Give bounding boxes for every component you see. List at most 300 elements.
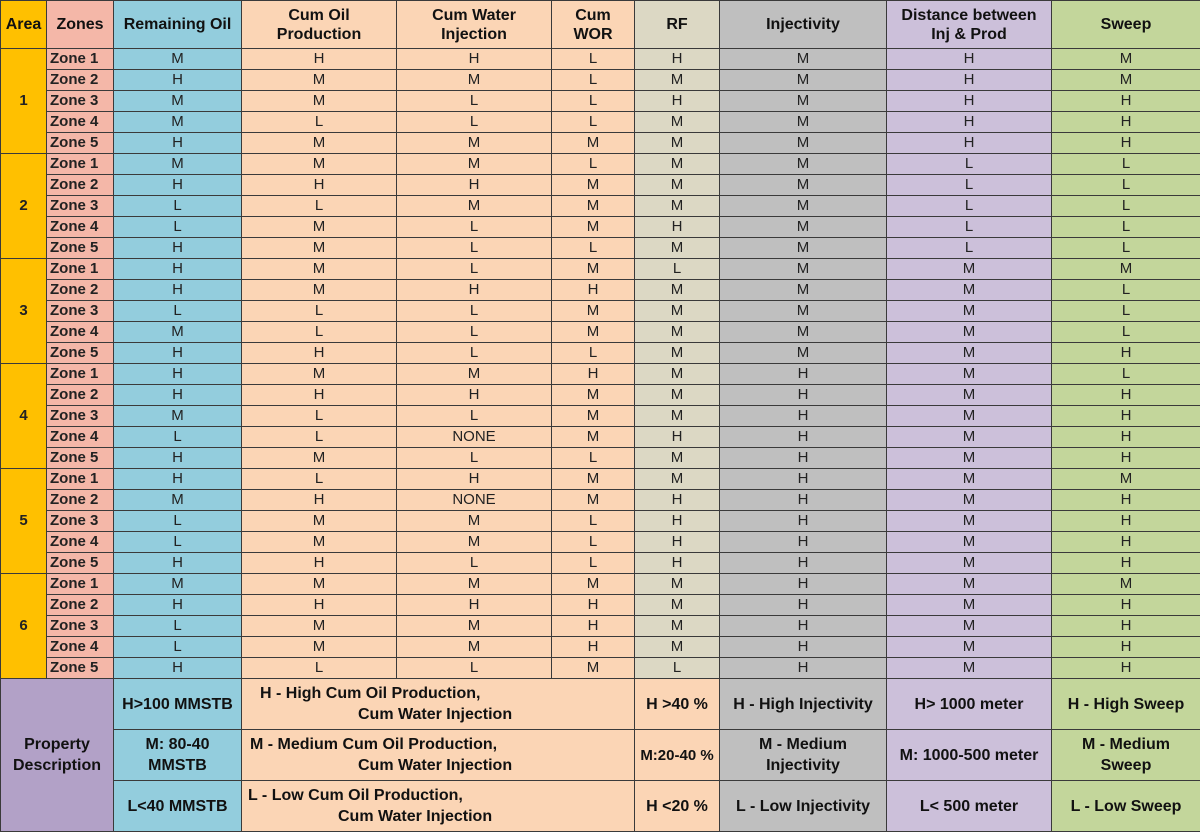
- cell-distance: L: [887, 196, 1052, 217]
- cell-cum-water: L: [397, 91, 552, 112]
- legend-oil-high: H>100 MMSTB: [114, 679, 242, 730]
- cell-rf: M: [635, 70, 720, 91]
- cell-cum-oil: M: [242, 70, 397, 91]
- table-row: [1, 238, 1200, 259]
- cell-rf: M: [635, 595, 720, 616]
- cell-remaining-oil: H: [114, 469, 242, 490]
- legend-dist-medium: M: 1000-500 meter: [887, 730, 1052, 781]
- legend-cum-medium: [242, 730, 635, 781]
- cell-sweep: H: [1052, 595, 1200, 616]
- cell-cum-water: L: [397, 238, 552, 259]
- data-body: [1, 49, 1200, 679]
- cell-cum-wor: M: [552, 574, 635, 595]
- cell-injectivity: H: [720, 658, 887, 679]
- cell-cum-water: L: [397, 553, 552, 574]
- cell-cum-wor: L: [552, 238, 635, 259]
- cell-injectivity: M: [720, 70, 887, 91]
- cell-injectivity: M: [720, 343, 887, 364]
- cell-cum-oil: M: [242, 280, 397, 301]
- cell-zone-label: Zone 5: [47, 448, 114, 469]
- cell-sweep: L: [1052, 196, 1200, 217]
- cell-sweep: H: [1052, 112, 1200, 133]
- cell-cum-water: L: [397, 259, 552, 280]
- area-label: 3: [1, 259, 47, 364]
- cell-remaining-oil: M: [114, 574, 242, 595]
- cell-cum-wor: M: [552, 427, 635, 448]
- cell-sweep: H: [1052, 553, 1200, 574]
- cell-zone-label: Zone 2: [47, 70, 114, 91]
- cell-distance: M: [887, 259, 1052, 280]
- cell-distance: M: [887, 448, 1052, 469]
- cell-injectivity: H: [720, 532, 887, 553]
- cell-cum-water: H: [397, 385, 552, 406]
- table-row: [1, 322, 1200, 343]
- cell-zone-label: Zone 5: [47, 553, 114, 574]
- cell-remaining-oil: M: [114, 49, 242, 70]
- cell-cum-wor: H: [552, 637, 635, 658]
- cell-cum-oil: M: [242, 364, 397, 385]
- cell-distance: M: [887, 490, 1052, 511]
- legend-oil-low: L<40 MMSTB: [114, 781, 242, 832]
- cell-cum-oil: M: [242, 616, 397, 637]
- cell-cum-oil: L: [242, 469, 397, 490]
- cell-remaining-oil: H: [114, 280, 242, 301]
- cell-remaining-oil: H: [114, 448, 242, 469]
- cell-zone-label: Zone 1: [47, 259, 114, 280]
- cell-rf: H: [635, 49, 720, 70]
- cell-cum-water: L: [397, 343, 552, 364]
- table-row: [1, 637, 1200, 658]
- cell-zone-label: Zone 1: [47, 574, 114, 595]
- cell-remaining-oil: H: [114, 133, 242, 154]
- header-injectivity: Injectivity: [720, 1, 887, 49]
- cell-distance: H: [887, 133, 1052, 154]
- cell-rf: M: [635, 637, 720, 658]
- cell-remaining-oil: H: [114, 385, 242, 406]
- legend-cum-high: [242, 679, 635, 730]
- cell-sweep: H: [1052, 637, 1200, 658]
- cell-remaining-oil: H: [114, 70, 242, 91]
- cell-remaining-oil: H: [114, 175, 242, 196]
- cell-distance: M: [887, 574, 1052, 595]
- cell-cum-wor: M: [552, 175, 635, 196]
- cell-cum-oil: M: [242, 217, 397, 238]
- cell-cum-water: M: [397, 133, 552, 154]
- cell-injectivity: H: [720, 574, 887, 595]
- table-row: [1, 490, 1200, 511]
- cell-sweep: L: [1052, 280, 1200, 301]
- table-row: [1, 133, 1200, 154]
- cell-distance: M: [887, 553, 1052, 574]
- cell-cum-water: M: [397, 637, 552, 658]
- legend-sweep-medium: [1052, 730, 1200, 781]
- cell-rf: H: [635, 490, 720, 511]
- cell-remaining-oil: H: [114, 238, 242, 259]
- cell-remaining-oil: L: [114, 217, 242, 238]
- cell-injectivity: H: [720, 490, 887, 511]
- cell-injectivity: H: [720, 364, 887, 385]
- cell-sweep: H: [1052, 385, 1200, 406]
- header-cum-wor-line2: WOR: [573, 25, 613, 43]
- cell-cum-water: H: [397, 280, 552, 301]
- cell-injectivity: M: [720, 196, 887, 217]
- table-row: [1, 196, 1200, 217]
- property-description-label: [1, 679, 114, 832]
- cell-rf: M: [635, 574, 720, 595]
- cell-zone-label: Zone 2: [47, 490, 114, 511]
- cell-zone-label: Zone 3: [47, 301, 114, 322]
- header-row: [1, 1, 1200, 49]
- cell-zone-label: Zone 3: [47, 91, 114, 112]
- cell-cum-oil: L: [242, 406, 397, 427]
- cell-cum-wor: M: [552, 133, 635, 154]
- cell-distance: M: [887, 301, 1052, 322]
- cell-cum-water: L: [397, 448, 552, 469]
- cell-injectivity: H: [720, 553, 887, 574]
- cell-remaining-oil: M: [114, 322, 242, 343]
- cell-sweep: H: [1052, 133, 1200, 154]
- legend-inj-high: H - High Injectivity: [720, 679, 887, 730]
- table-row: [1, 658, 1200, 679]
- table-row: [1, 511, 1200, 532]
- cell-cum-wor: L: [552, 91, 635, 112]
- cell-cum-water: L: [397, 112, 552, 133]
- header-cum-oil: [242, 1, 397, 49]
- cell-remaining-oil: M: [114, 406, 242, 427]
- cell-rf: M: [635, 616, 720, 637]
- cell-zone-label: Zone 2: [47, 175, 114, 196]
- cell-rf: L: [635, 259, 720, 280]
- cell-zone-label: Zone 2: [47, 595, 114, 616]
- cell-injectivity: H: [720, 427, 887, 448]
- cell-distance: H: [887, 112, 1052, 133]
- cell-distance: M: [887, 406, 1052, 427]
- cell-sweep: H: [1052, 532, 1200, 553]
- cell-cum-oil: M: [242, 511, 397, 532]
- cell-zone-label: Zone 3: [47, 406, 114, 427]
- cell-injectivity: M: [720, 112, 887, 133]
- cell-cum-wor: L: [552, 553, 635, 574]
- cell-rf: H: [635, 91, 720, 112]
- cell-injectivity: M: [720, 133, 887, 154]
- legend-sweep-high: H - High Sweep: [1052, 679, 1200, 730]
- legend-cum-high-line1: H - High Cum Oil Production,: [260, 685, 481, 702]
- area-label: 6: [1, 574, 47, 679]
- cell-distance: M: [887, 532, 1052, 553]
- property-description-line2: Description: [12, 757, 101, 774]
- cell-cum-wor: H: [552, 595, 635, 616]
- legend-cum-low-line2: Cum Water Injection: [338, 808, 493, 825]
- legend-inj-medium-line1: M - Medium: [759, 736, 847, 753]
- cell-cum-water: H: [397, 595, 552, 616]
- cell-sweep: L: [1052, 175, 1200, 196]
- cell-distance: M: [887, 427, 1052, 448]
- cell-cum-wor: L: [552, 511, 635, 532]
- table-row: [1, 364, 1200, 385]
- cell-injectivity: M: [720, 238, 887, 259]
- cell-zone-label: Zone 1: [47, 469, 114, 490]
- cell-remaining-oil: H: [114, 595, 242, 616]
- cell-cum-water: M: [397, 364, 552, 385]
- table-row: [1, 406, 1200, 427]
- cell-cum-oil: M: [242, 637, 397, 658]
- cell-cum-wor: H: [552, 280, 635, 301]
- cell-sweep: L: [1052, 364, 1200, 385]
- cell-cum-oil: L: [242, 427, 397, 448]
- cell-rf: M: [635, 364, 720, 385]
- cell-sweep: H: [1052, 91, 1200, 112]
- header-rf: RF: [635, 1, 720, 49]
- cell-sweep: H: [1052, 343, 1200, 364]
- table-row: [1, 616, 1200, 637]
- cell-injectivity: H: [720, 511, 887, 532]
- cell-remaining-oil: L: [114, 637, 242, 658]
- header-area: Area: [1, 1, 47, 49]
- cell-remaining-oil: H: [114, 259, 242, 280]
- cell-rf: M: [635, 238, 720, 259]
- cell-remaining-oil: M: [114, 154, 242, 175]
- header-cum-wor: [552, 1, 635, 49]
- cell-distance: M: [887, 511, 1052, 532]
- cell-injectivity: M: [720, 217, 887, 238]
- cell-injectivity: H: [720, 385, 887, 406]
- table-row: [1, 175, 1200, 196]
- cell-sweep: H: [1052, 511, 1200, 532]
- cell-sweep: L: [1052, 217, 1200, 238]
- header-cum-water-line1: Cum Water: [432, 6, 516, 24]
- cell-rf: H: [635, 511, 720, 532]
- cell-remaining-oil: L: [114, 301, 242, 322]
- cell-cum-wor: M: [552, 385, 635, 406]
- table-row: [1, 574, 1200, 595]
- cell-injectivity: M: [720, 154, 887, 175]
- cell-cum-wor: L: [552, 49, 635, 70]
- cell-distance: M: [887, 469, 1052, 490]
- cell-cum-oil: M: [242, 259, 397, 280]
- legend-inj-low: L - Low Injectivity: [720, 781, 887, 832]
- cell-rf: M: [635, 280, 720, 301]
- cell-cum-water: NONE: [397, 490, 552, 511]
- cell-remaining-oil: H: [114, 553, 242, 574]
- cell-injectivity: H: [720, 406, 887, 427]
- cell-rf: H: [635, 532, 720, 553]
- cell-cum-wor: H: [552, 364, 635, 385]
- cell-remaining-oil: L: [114, 196, 242, 217]
- cell-injectivity: M: [720, 91, 887, 112]
- area-label: 1: [1, 49, 47, 154]
- cell-rf: H: [635, 427, 720, 448]
- table-row: [1, 91, 1200, 112]
- cell-injectivity: H: [720, 448, 887, 469]
- legend-oil-medium-line1: M: 80-40: [145, 736, 210, 753]
- header-sweep: Sweep: [1052, 1, 1200, 49]
- cell-cum-wor: L: [552, 448, 635, 469]
- cell-cum-oil: H: [242, 175, 397, 196]
- cell-cum-oil: H: [242, 385, 397, 406]
- header-cum-wor-line1: Cum: [575, 6, 611, 24]
- legend-rf-low: H <20 %: [635, 781, 720, 832]
- cell-sweep: M: [1052, 49, 1200, 70]
- cell-remaining-oil: M: [114, 490, 242, 511]
- property-description-line1: Property: [24, 736, 90, 753]
- table-row: [1, 259, 1200, 280]
- cell-sweep: M: [1052, 259, 1200, 280]
- cell-sweep: L: [1052, 322, 1200, 343]
- cell-distance: M: [887, 595, 1052, 616]
- cell-cum-wor: M: [552, 196, 635, 217]
- cell-cum-water: M: [397, 574, 552, 595]
- cell-distance: L: [887, 217, 1052, 238]
- area-label: 2: [1, 154, 47, 259]
- cell-rf: M: [635, 133, 720, 154]
- legend-body: [1, 679, 1200, 832]
- legend-rf-medium: M:20-40 %: [635, 730, 720, 781]
- cell-cum-water: M: [397, 70, 552, 91]
- cell-cum-water: L: [397, 658, 552, 679]
- cell-cum-wor: M: [552, 490, 635, 511]
- header-remaining-oil: Remaining Oil: [114, 1, 242, 49]
- cell-remaining-oil: M: [114, 112, 242, 133]
- area-label: 4: [1, 364, 47, 469]
- cell-zone-label: Zone 3: [47, 196, 114, 217]
- cell-sweep: M: [1052, 574, 1200, 595]
- cell-distance: M: [887, 658, 1052, 679]
- cell-rf: L: [635, 658, 720, 679]
- table-row: [1, 112, 1200, 133]
- cell-injectivity: H: [720, 637, 887, 658]
- header-zones: Zones: [47, 1, 114, 49]
- table-row: [1, 427, 1200, 448]
- cell-cum-wor: M: [552, 406, 635, 427]
- table-row: [1, 280, 1200, 301]
- cell-rf: H: [635, 217, 720, 238]
- cell-cum-wor: M: [552, 469, 635, 490]
- cell-cum-oil: L: [242, 196, 397, 217]
- cell-cum-water: L: [397, 217, 552, 238]
- cell-zone-label: Zone 1: [47, 49, 114, 70]
- cell-cum-oil: M: [242, 91, 397, 112]
- cell-cum-wor: L: [552, 343, 635, 364]
- cell-distance: M: [887, 364, 1052, 385]
- cell-rf: M: [635, 322, 720, 343]
- legend-cum-low-line1: L - Low Cum Oil Production,: [248, 787, 463, 804]
- cell-sweep: M: [1052, 70, 1200, 91]
- cell-cum-oil: H: [242, 49, 397, 70]
- cell-distance: M: [887, 616, 1052, 637]
- cell-sweep: H: [1052, 406, 1200, 427]
- header-cum-water-line2: Injection: [441, 25, 507, 43]
- legend-dist-high: H> 1000 meter: [887, 679, 1052, 730]
- cell-cum-oil: M: [242, 133, 397, 154]
- legend-row-medium: [1, 730, 1200, 781]
- cell-sweep: H: [1052, 448, 1200, 469]
- cell-cum-oil: H: [242, 490, 397, 511]
- cell-cum-water: H: [397, 469, 552, 490]
- cell-remaining-oil: L: [114, 532, 242, 553]
- table-row: [1, 532, 1200, 553]
- cell-zone-label: Zone 5: [47, 238, 114, 259]
- cell-zone-label: Zone 2: [47, 280, 114, 301]
- cell-rf: M: [635, 343, 720, 364]
- table-row: [1, 154, 1200, 175]
- cell-distance: M: [887, 322, 1052, 343]
- table-row: [1, 448, 1200, 469]
- cell-zone-label: Zone 3: [47, 511, 114, 532]
- cell-zone-label: Zone 4: [47, 532, 114, 553]
- legend-sweep-medium-line1: M - Medium: [1082, 736, 1170, 753]
- cell-distance: H: [887, 70, 1052, 91]
- cell-injectivity: H: [720, 616, 887, 637]
- legend-cum-medium-line2: Cum Water Injection: [358, 757, 513, 774]
- cell-cum-wor: M: [552, 322, 635, 343]
- table-row: [1, 49, 1200, 70]
- table-row: [1, 217, 1200, 238]
- table-row: [1, 595, 1200, 616]
- cell-injectivity: M: [720, 301, 887, 322]
- cell-cum-water: M: [397, 532, 552, 553]
- cell-cum-water: NONE: [397, 427, 552, 448]
- cell-cum-oil: L: [242, 301, 397, 322]
- area-label: 5: [1, 469, 47, 574]
- cell-distance: L: [887, 154, 1052, 175]
- table-row: [1, 301, 1200, 322]
- cell-cum-water: M: [397, 511, 552, 532]
- cell-distance: M: [887, 280, 1052, 301]
- cell-sweep: H: [1052, 616, 1200, 637]
- cell-cum-oil: M: [242, 154, 397, 175]
- cell-cum-oil: H: [242, 595, 397, 616]
- cell-cum-oil: M: [242, 448, 397, 469]
- cell-remaining-oil: H: [114, 364, 242, 385]
- cell-rf: M: [635, 385, 720, 406]
- cell-injectivity: M: [720, 259, 887, 280]
- cell-cum-oil: H: [242, 343, 397, 364]
- cell-cum-water: M: [397, 196, 552, 217]
- cell-injectivity: H: [720, 595, 887, 616]
- cell-rf: M: [635, 469, 720, 490]
- cell-remaining-oil: L: [114, 427, 242, 448]
- cell-rf: M: [635, 196, 720, 217]
- cell-zone-label: Zone 5: [47, 343, 114, 364]
- legend-inj-medium-line2: Injectivity: [766, 757, 840, 774]
- cell-zone-label: Zone 4: [47, 322, 114, 343]
- cell-rf: M: [635, 301, 720, 322]
- header-distance-line1: Distance between: [901, 6, 1037, 24]
- cell-injectivity: H: [720, 469, 887, 490]
- cell-zone-label: Zone 4: [47, 217, 114, 238]
- cell-remaining-oil: H: [114, 343, 242, 364]
- cell-distance: H: [887, 91, 1052, 112]
- cell-sweep: H: [1052, 658, 1200, 679]
- legend-inj-medium: [720, 730, 887, 781]
- cell-cum-oil: L: [242, 658, 397, 679]
- cell-rf: H: [635, 553, 720, 574]
- legend-rf-high: H >40 %: [635, 679, 720, 730]
- cell-remaining-oil: M: [114, 91, 242, 112]
- cell-cum-water: L: [397, 406, 552, 427]
- cell-zone-label: Zone 4: [47, 637, 114, 658]
- cell-cum-wor: L: [552, 532, 635, 553]
- legend-dist-low: L< 500 meter: [887, 781, 1052, 832]
- cell-injectivity: M: [720, 322, 887, 343]
- cell-remaining-oil: H: [114, 658, 242, 679]
- header-distance-line2: Inj & Prod: [931, 25, 1007, 43]
- cell-cum-wor: L: [552, 70, 635, 91]
- cell-zone-label: Zone 1: [47, 154, 114, 175]
- legend-row-high: [1, 679, 1200, 730]
- header-cum-oil-line1: Cum Oil: [288, 6, 350, 24]
- cell-distance: M: [887, 343, 1052, 364]
